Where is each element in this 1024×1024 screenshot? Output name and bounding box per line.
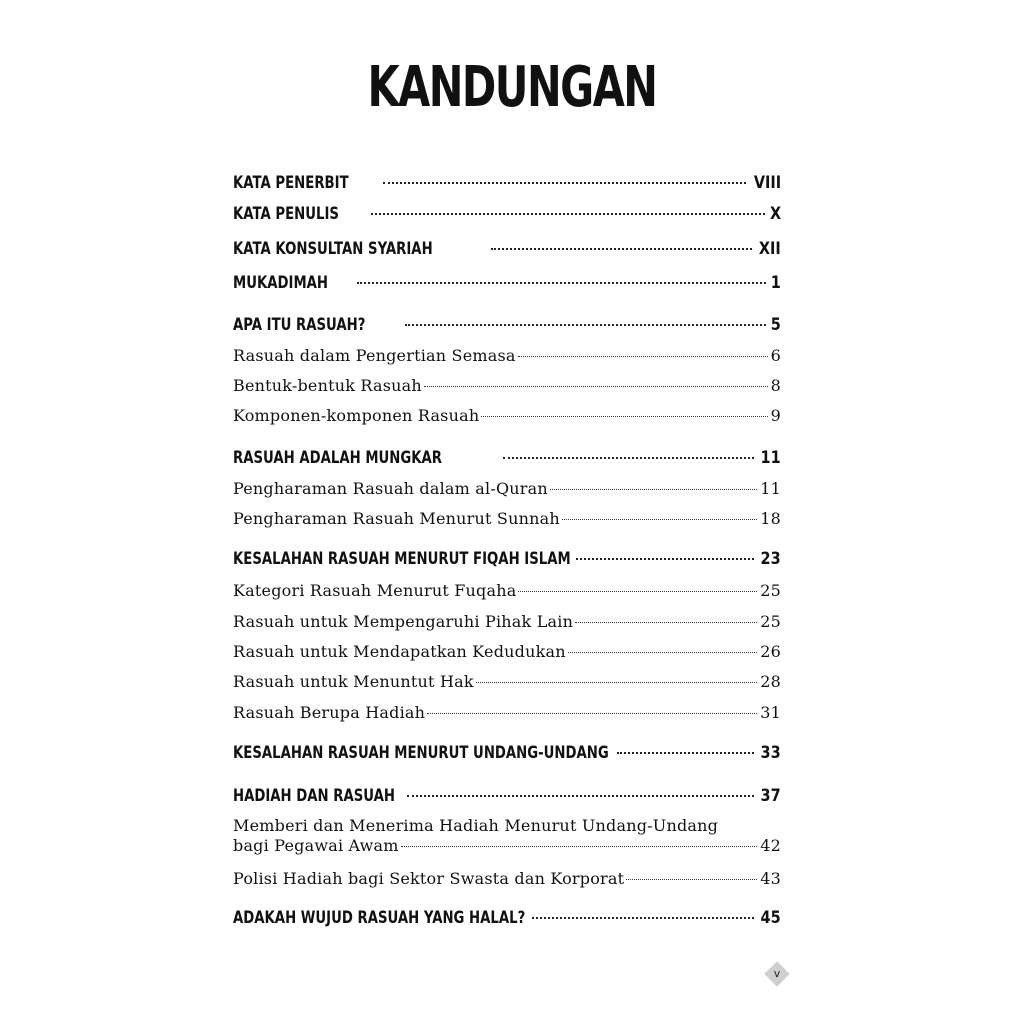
- toc-entry-page: 28: [760, 672, 781, 691]
- toc-entry-rasuah-menuntut-hak[interactable]: [233, 669, 781, 695]
- dot-leader: [532, 915, 755, 919]
- dot-leader: [476, 680, 758, 683]
- toc-entry-pengharaman-rasuah-al-quran[interactable]: [233, 476, 781, 502]
- toc-entry-label: MUKADIMAH: [233, 273, 329, 293]
- dot-leader: [401, 844, 758, 847]
- toc-entry-label: APA ITU RASUAH?: [233, 315, 366, 335]
- toc-entry-page: 5: [770, 315, 781, 335]
- toc-entry-page: 45: [760, 908, 781, 928]
- toc-entry-label: Bentuk-bentuk Rasuah: [233, 376, 422, 395]
- dot-leader: [562, 517, 757, 520]
- toc-entry-polisi-hadiah-sektor-swasta[interactable]: [233, 866, 781, 892]
- dot-leader: [383, 180, 746, 184]
- toc-entry-label: Rasuah untuk Mempengaruhi Pihak Lain: [233, 612, 574, 631]
- toc-entry-kata-konsultan-syariah[interactable]: [233, 236, 781, 262]
- toc-entry-page: 25: [760, 581, 781, 600]
- toc-entry-kesalahan-rasuah-fiqah-islam[interactable]: [233, 546, 781, 572]
- toc-entry-rasuah-dalam-pengertian-semasa[interactable]: [233, 343, 781, 369]
- toc-entry-label: KESALAHAN RASUAH MENURUT FIQAH ISLAM: [233, 549, 571, 569]
- toc-entry-mukadimah[interactable]: [233, 270, 781, 296]
- toc-entry-page: 37: [760, 786, 781, 806]
- dot-leader: [427, 711, 757, 714]
- toc-entry-label: ADAKAH WUJUD RASUAH YANG HALAL?: [233, 908, 526, 928]
- toc-entry-page: VIII: [753, 173, 781, 193]
- dot-leader: [407, 793, 755, 797]
- toc-entry-page: 6: [770, 346, 781, 365]
- dot-leader: [405, 322, 766, 326]
- toc-entry-adakah-wujud-rasuah-halal[interactable]: [233, 905, 781, 931]
- toc-entry-page: X: [769, 204, 781, 224]
- toc-entry-kesalahan-rasuah-undang-undang[interactable]: [233, 740, 781, 766]
- toc-entry-kategori-rasuah-fuqaha[interactable]: [233, 578, 781, 604]
- dot-leader: [575, 620, 757, 623]
- toc-entry-page: 9: [770, 406, 781, 425]
- dot-leader: [518, 354, 768, 357]
- page-number: v: [773, 967, 781, 980]
- toc-entry-label: Rasuah dalam Pengertian Semasa: [233, 346, 516, 365]
- toc-entry-page: 1: [770, 273, 781, 293]
- dot-leader: [617, 750, 755, 754]
- toc-entry-label: RASUAH ADALAH MUNGKAR: [233, 448, 443, 468]
- toc-entry-rasuah-adalah-mungkar[interactable]: [233, 445, 781, 471]
- toc-entry-page: 42: [760, 836, 781, 855]
- toc-entry-label: Rasuah Berupa Hadiah: [233, 703, 426, 722]
- dot-leader: [626, 877, 757, 880]
- dot-leader: [424, 384, 768, 387]
- toc-entry-memberi-dan-menerima-hadiah[interactable]: [233, 813, 781, 859]
- dot-leader: [503, 455, 754, 459]
- toc-entry-page: 8: [770, 376, 781, 395]
- toc-entry-rasuah-berupa-hadiah[interactable]: [233, 700, 781, 726]
- toc-entry-label-line1: Memberi dan Menerima Hadiah Menurut Undang-Undang: [233, 816, 719, 835]
- toc-entry-label: HADIAH DAN RASUAH: [233, 786, 396, 806]
- toc-entry-page: 25: [760, 612, 781, 631]
- toc-entry-label: Rasuah untuk Mendapatkan Kedudukan: [233, 642, 566, 661]
- dot-leader: [576, 556, 754, 560]
- toc-entry-label: Polisi Hadiah bagi Sektor Swasta dan Korporat: [233, 869, 625, 888]
- dot-leader: [357, 280, 766, 284]
- toc-entry-page: 11: [760, 448, 781, 468]
- toc-entry-apa-itu-rasuah[interactable]: [233, 312, 781, 338]
- toc-entry-rasuah-mendapatkan-kedudukan[interactable]: [233, 639, 781, 665]
- toc-entry-label: KATA PENERBIT: [233, 173, 349, 193]
- toc-entry-bentuk-bentuk-rasuah[interactable]: [233, 373, 781, 399]
- toc-entry-page: 31: [760, 703, 781, 722]
- dot-leader: [550, 487, 757, 490]
- toc-entry-page: XII: [759, 239, 781, 259]
- dot-leader: [481, 414, 767, 417]
- toc-entry-page: 23: [760, 549, 781, 569]
- toc-entry-label: KATA PENULIS: [233, 204, 339, 224]
- toc-entry-page: 43: [760, 869, 781, 888]
- dot-leader: [371, 211, 765, 215]
- toc-entry-komponen-komponen-rasuah[interactable]: [233, 403, 781, 429]
- toc-entry-label: Pengharaman Rasuah dalam al-Quran: [233, 479, 548, 498]
- dot-leader: [568, 650, 758, 653]
- toc-entry-label: KATA KONSULTAN SYARIAH: [233, 239, 433, 259]
- toc-entry-label: Rasuah untuk Menuntut Hak: [233, 672, 474, 691]
- toc-entry-rasuah-mempengaruhi-pihak-lain[interactable]: [233, 609, 781, 635]
- toc-entry-page: 18: [760, 509, 781, 528]
- toc-entry-label: KESALAHAN RASUAH MENURUT UNDANG-UNDANG: [233, 743, 609, 763]
- toc-entry-label: Pengharaman Rasuah Menurut Sunnah: [233, 509, 560, 528]
- dot-leader: [491, 246, 752, 250]
- toc-entry-label: bagi Pegawai Awam: [233, 836, 399, 855]
- toc-entry-page: 11: [760, 479, 781, 498]
- toc-entry-hadiah-dan-rasuah[interactable]: [233, 783, 781, 809]
- toc-entry-kata-penulis[interactable]: [233, 201, 781, 227]
- toc-entry-kata-penerbit[interactable]: [233, 170, 781, 196]
- toc-entry-pengharaman-rasuah-sunnah[interactable]: [233, 506, 781, 532]
- page-title: KANDUNGAN: [367, 55, 657, 120]
- dot-leader: [518, 589, 757, 592]
- page-number-marker: [764, 961, 790, 987]
- toc-entry-label: Komponen-komponen Rasuah: [233, 406, 480, 425]
- toc-entry-page: 33: [760, 743, 781, 763]
- toc-entry-label: Kategori Rasuah Menurut Fuqaha: [233, 581, 517, 600]
- toc-entry-page: 26: [760, 642, 781, 661]
